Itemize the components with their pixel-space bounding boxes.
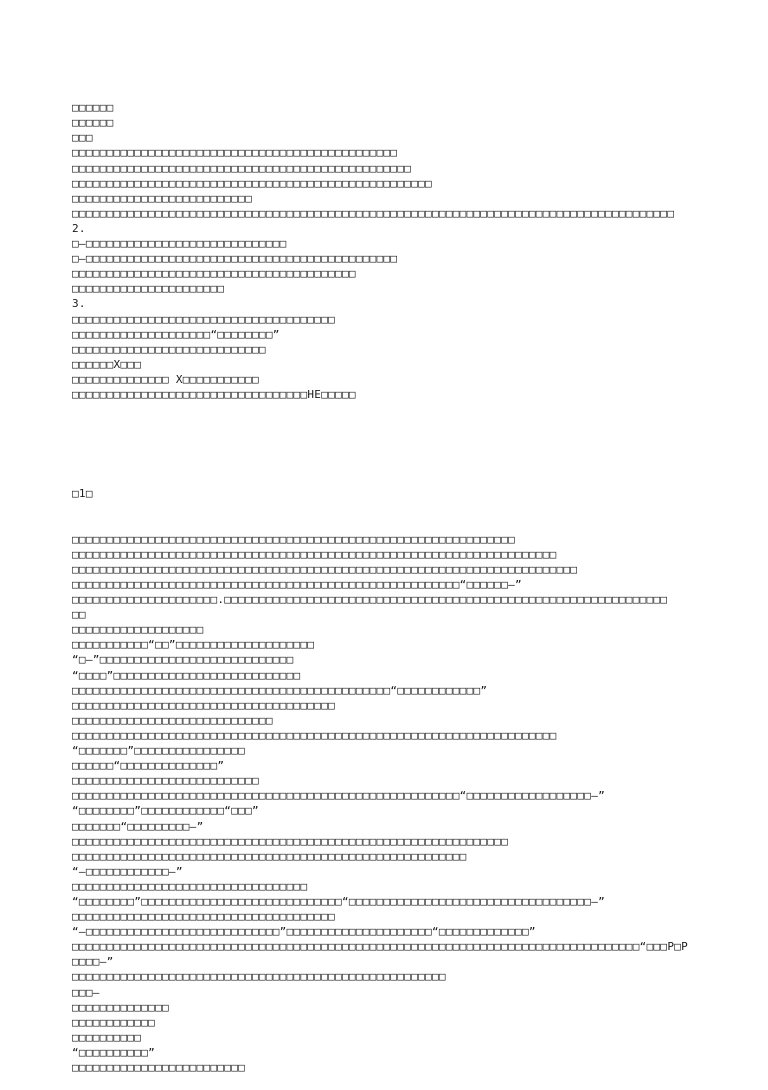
- section-a-line: □□□□□□□□□□□□□□□□□□□□□□□□□□□□□□□□□□□□□□: [72, 312, 336, 326]
- section-a-line: 3.: [72, 297, 86, 311]
- section-b-line: □□□□□□□□□□□□□□□□□□□: [72, 623, 204, 637]
- section-b-line: □□□□□□□□□□□□□□□□□□□□□□□□□□□□□□□□□□: [72, 879, 308, 893]
- section-a-line: □□□□□□□□□□□□□□□□□□□□□□□□□□: [72, 191, 252, 205]
- section-b-line: “□□□□□□□□□□”: [72, 1045, 156, 1059]
- section-b-line: □□□□□□□□□□□□□□□□□□□□□□□□□□□□□□□□□□□□□□□□□□□□□□□□□□□□□□□□□□□□□□□□□□□□□□: [72, 728, 557, 742]
- section-b-line: “—□□□□□□□□□□□□□□□□□□□□□□□□□□□□”□□□□□□□□□□□□□□□□□□□□□“□□□□□□□□□□□□□”: [72, 925, 536, 939]
- section-a-line: □□□□□□□□□□□□□□□□□□□□□□□□□□□□□□□□□□□□□□□□□□□□□□□□□: [72, 161, 412, 175]
- section-a-line: □□□□□□□□□□□□□□ X□□□□□□□□□□□: [72, 372, 259, 386]
- section-b-line: “□□□□□□□□”□□□□□□□□□□□□“□□□”: [72, 804, 259, 818]
- section-a-line: □□□□□□□□□□□□□□□□□□□□□□□□□□□□□□□□□□□□□□□□□□□□□□□□□□□□: [72, 176, 432, 190]
- section-a-line: □□□□□□□□□□□□□□□□□□□□□□: [72, 282, 225, 296]
- section-b-line: □□□□□□□□□□□□□□□□□□□□□□□□□□□□□□□□□□□□□□□□□□□□□□□□□□□□□□□□“□□□□□□□□□□□□□□□□□□—”: [72, 789, 606, 803]
- section-a-line: □—□□□□□□□□□□□□□□□□□□□□□□□□□□□□□: [72, 237, 287, 251]
- section-a-line: □□□□□□: [72, 116, 114, 130]
- section-a-line: □□□□□□□□□□□□□□□□□□□□□□□□□□□□□□□□□□□□□□□□□□□□□□□: [72, 146, 398, 160]
- section-b-line: “□—”□□□□□□□□□□□□□□□□□□□□□□□□□□□□: [72, 653, 294, 667]
- section-b-line: □□: [72, 608, 86, 622]
- section-b-line: □□□□□□□□□□□□□□□□□□□□□□□□□□□: [72, 774, 259, 788]
- section-b-line: □□□□□□“□□□□□□□□□□□□□□”: [72, 759, 225, 773]
- section-b-line: □□□□□□□□□□□□□□□□□□□□□□□□□: [72, 1061, 246, 1074]
- section-a-line: □□□□□□□□□□□□□□□□□□□□□□□□□□□□□□□□□□□□□□□□□: [72, 267, 356, 281]
- section-a-line: 2.: [72, 221, 86, 235]
- section-a-line: □□□□□□□□□□□□□□□□□□□□□□□□□□□□: [72, 342, 266, 356]
- section-a-line: □□□□□□: [72, 101, 114, 115]
- section-b-line: □□□□□□□□□□□□□□□□□□□□□□□□□□□□□□□□□□□□□□: [72, 698, 336, 712]
- section-a-line: □□□□□□X□□□: [72, 357, 142, 371]
- section-a: [72, 100, 712, 402]
- section-gap: [72, 432, 712, 456]
- section-a-line: □□□: [72, 131, 93, 145]
- section-b-line: □□□□□□□□□□□□□□□□□□□□□□□□□□□□□□□□□□□□□□□□□□□□□□□□□□□□□□□□□□□□□□□□□□□□□□□□□: [72, 562, 578, 576]
- section-b-line: “□□□□□□□”□□□□□□□□□□□□□□□□: [72, 744, 246, 758]
- section-b-line: □□□□□□□□□□□□□□□□□□□□□□□□□□□□□□□□□□□□□□□□□□□□□□□□□□□□□□□□□: [72, 849, 467, 863]
- section-b-line: □□□□□□□□□□□□□□□□□□□□□□□□□□□□□□□□□□□□□□□□□□□□□□“□□□□□□□□□□□□”: [72, 683, 488, 697]
- section-b-line: □□□□□□□□□□□□□□□□□□□□□□□□□□□□□□□□□□□□□□□□□□□□□□□□□□□□□□: [72, 970, 446, 984]
- section-a-line: □□□□□□□□□□□□□□□□□□□□“□□□□□□□□”: [72, 327, 280, 341]
- section-b-line: “□□□□”□□□□□□□□□□□□□□□□□□□□□□□□□□□: [72, 668, 301, 682]
- section-b: [72, 532, 712, 1075]
- section-b-line: □□□□□□□□□□□□: [72, 1015, 156, 1029]
- section-b-line: “□□□□□□□□”□□□□□□□□□□□□□□□□□□□□□□□□□□□□□“□□□□□□□□□□□□□□□□□□□□□□□□□□□□□□□□□□□—”: [72, 894, 606, 908]
- section-b-line: □□□□□□□□□□□□□□□□□□□□□.□□□□□□□□□□□□□□□□□□□□□□□□□□□□□□□□□□□□□□□□□□□□□□□□□□□□□□□□□□□□□□□□: [72, 593, 668, 607]
- section-b-line: □□□—: [72, 985, 100, 999]
- section-b-line: “—□□□□□□□□□□□□—”: [72, 864, 183, 878]
- section-b-line: □□□□□□□□□□: [72, 1030, 142, 1044]
- document-body: [72, 70, 712, 1090]
- section-b-line: □□□□□□□□□□□□□□□□□□□□□□□□□□□□□□□□□□□□□□: [72, 910, 336, 924]
- section-b-line: □□□□□□□□□□□□□□: [72, 1000, 169, 1014]
- section-b-line: □□□□□□□□□□□□□□□□□□□□□□□□□□□□□□□□□□□□□□□□□□□□□□□□□□□□□□□□□□□□□□□□: [72, 532, 516, 546]
- section-b-line: □□□□□□□□□□□□□□□□□□□□□□□□□□□□□□□□□□□□□□□□□□□□□□□□□□□□□□□□“□□□□□□—”: [72, 578, 522, 591]
- section-b-line: □□□□—”: [72, 955, 114, 969]
- section-b-line: □□□□□□□□□□□□□□□□□□□□□□□□□□□□□: [72, 713, 273, 727]
- section-b-heading: □1□: [72, 487, 93, 501]
- section-a-line: □—□□□□□□□□□□□□□□□□□□□□□□□□□□□□□□□□□□□□□□□□□□□□□: [72, 252, 398, 266]
- section-a-line: □□□□□□□□□□□□□□□□□□□□□□□□□□□□□□□□□□□□□□□□□□□□□□□□□□□□□□□□□□□□□□□□□□□□□□□□□□□□□□□□□□□□□□□: [72, 206, 675, 220]
- section-a-line: □□□□□□□□□□□□□□□□□□□□□□□□□□□□□□□□□□HE□□□□□: [72, 387, 356, 401]
- section-b-line: □□□□□□□“□□□□□□□□□—”: [72, 819, 204, 833]
- section-b-line: □□□□□□□□□□□□□□□□□□□□□□□□□□□□□□□□□□□□□□□□□□□□□□□□□□□□□□□□□□□□□□□□□□□□□□: [72, 547, 557, 561]
- section-b-line: □□□□□□□□□□□“□□”□□□□□□□□□□□□□□□□□□□□: [72, 638, 315, 652]
- section-b-line: □□□□□□□□□□□□□□□□□□□□□□□□□□□□□□□□□□□□□□□□□□□□□□□□□□□□□□□□□□□□□□□: [72, 834, 509, 848]
- section-b-line: □□□□□□□□□□□□□□□□□□□□□□□□□□□□□□□□□□□□□□□□□□□□□□□□□□□□□□□□□□□□□□□□□□□□□□□□□□□□□□□□□□“□□□P□P: [72, 940, 689, 954]
